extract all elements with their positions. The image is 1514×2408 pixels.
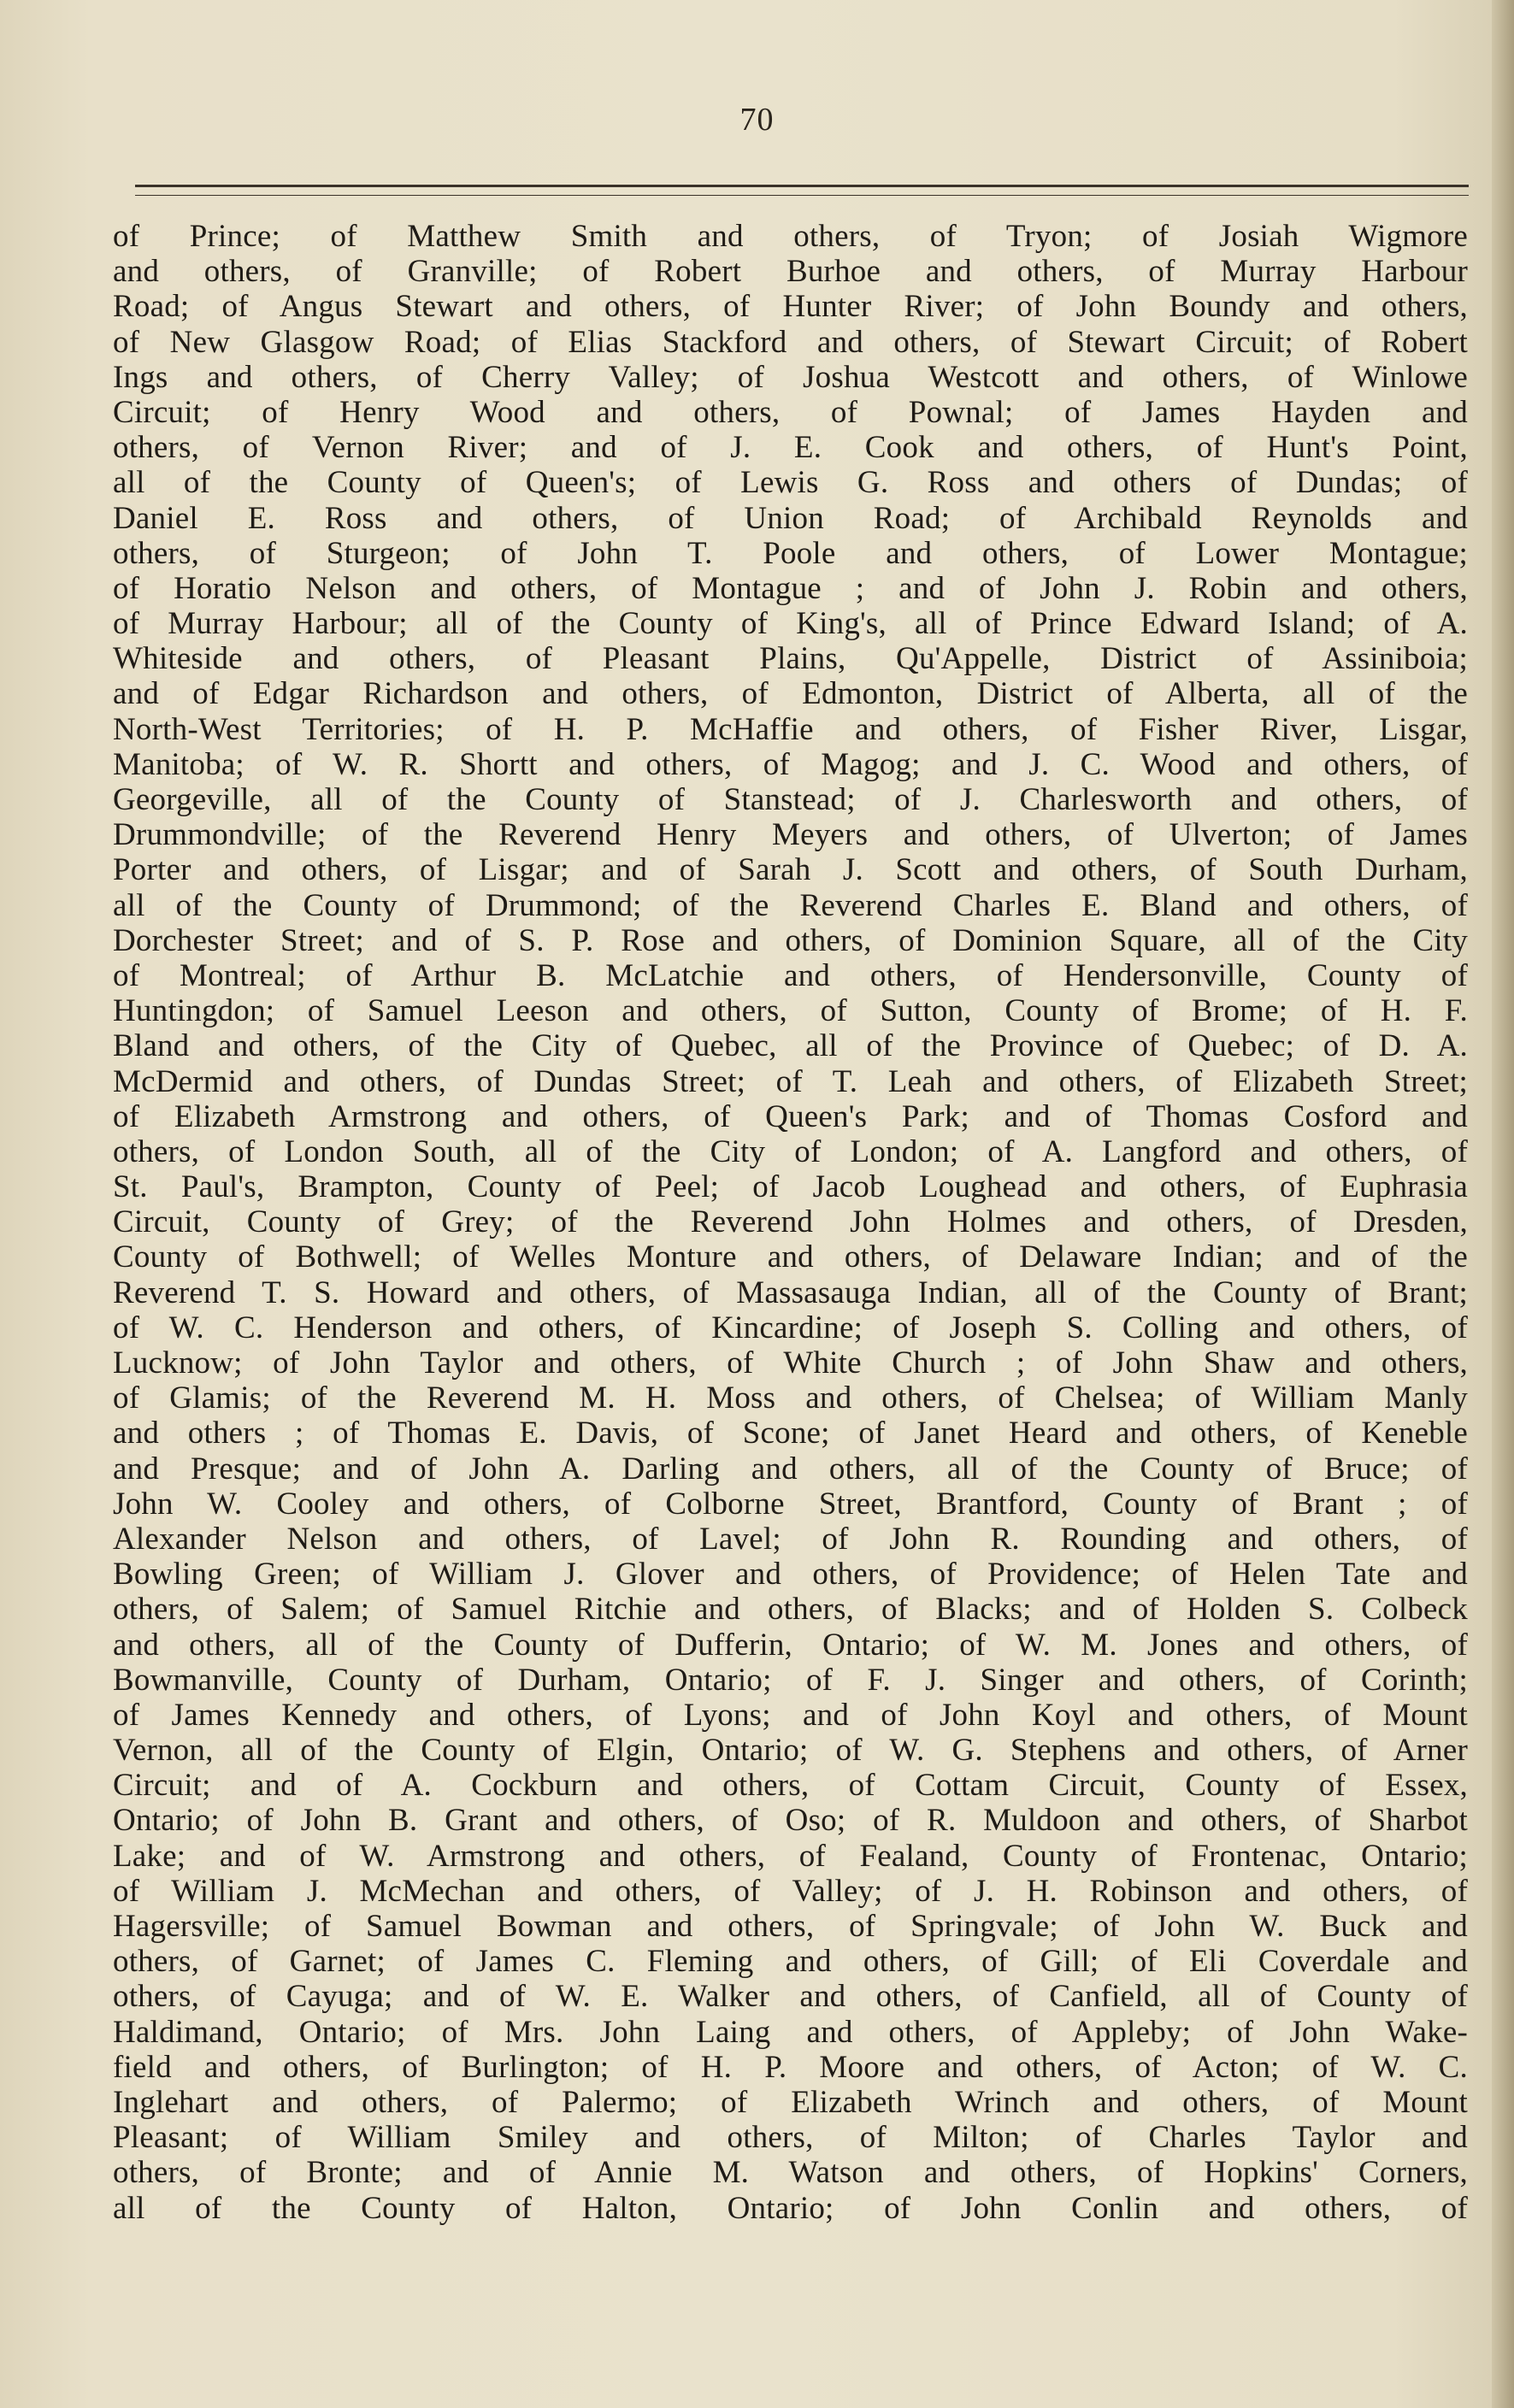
- page-number: 70: [739, 102, 775, 138]
- text-line: of Murray Harbour; all of the County of King's, all of Prince Edward Island; of A.: [113, 606, 1468, 642]
- text-line: of W. C. Henderson and others, of Kincardine; of Joseph S. Colling and others, of: [113, 1310, 1468, 1345]
- text-line: Pleasant; of William Smiley and others, of Milton; of Charles Taylor and: [113, 2120, 1468, 2156]
- header-rule-thick: [135, 185, 1469, 187]
- text-line: and Presque; and of John A. Darling and others, all of the County of Bruce; of: [113, 1451, 1468, 1487]
- text-line: Circuit; of Henry Wood and others, of Pownal; of James Hayden and: [113, 394, 1468, 430]
- text-line: Circuit; and of A. Cockburn and others, of Cottam Circuit, County of Essex,: [113, 1768, 1468, 1804]
- text-line: John W. Cooley and others, of Colborne Street, Brantford, County of Brant ; of: [113, 1486, 1468, 1522]
- text-line: and others, all of the County of Dufferin, Ontario; of W. M. Jones and others, of: [113, 1627, 1468, 1663]
- text-line: Haldimand, Ontario; of Mrs. John Laing and others, of Appleby; of John Wake-: [113, 2014, 1468, 2050]
- text-line: Hagersville; of Samuel Bowman and others, of Springvale; of John W. Buck and: [113, 1909, 1468, 1944]
- text-line: and of Edgar Richardson and others, of Edmonton, District of Alberta, all of the: [113, 676, 1468, 712]
- text-line: Lake; and of W. Armstrong and others, of Fealand, County of Frontenac, Ontario;: [113, 1838, 1468, 1874]
- text-line: others, of Garnet; of James C. Fleming and others, of Gill; of Eli Coverdale and: [113, 1944, 1468, 1980]
- body-text: [113, 219, 1468, 2226]
- text-line: all of the County of Drummond; of the Reverend Charles E. Bland and others, of: [113, 887, 1468, 923]
- text-line: Lucknow; of John Taylor and others, of White Church ; of John Shaw and others,: [113, 1345, 1468, 1381]
- text-line: Whiteside and others, of Pleasant Plains, Qu'Appelle, District of Assiniboia;: [113, 641, 1468, 677]
- text-line: and others ; of Thomas E. Davis, of Scone; of Janet Heard and others, of Keneble: [113, 1416, 1468, 1451]
- text-line: others, of Bronte; and of Annie M. Watson and others, of Hopkins' Corners,: [113, 2155, 1468, 2191]
- text-line: Alexander Nelson and others, of Lavel; of John R. Rounding and others, of: [113, 1521, 1468, 1557]
- text-line: Inglehart and others, of Palermo; of Elizabeth Wrinch and others, of Mount: [113, 2084, 1468, 2120]
- text-line: others, of London South, all of the City of London; of A. Langford and others, of: [113, 1133, 1468, 1169]
- text-line: of James Kennedy and others, of Lyons; and of John Koyl and others, of Mount: [113, 1697, 1468, 1733]
- text-line: Vernon, all of the County of Elgin, Ontario; of W. G. Stephens and others, of Arner: [113, 1733, 1468, 1769]
- text-line: others, of Sturgeon; of John T. Poole and others, of Lower Montague;: [113, 535, 1468, 571]
- text-line: North-West Territories; of H. P. McHaffie and others, of Fisher River, Lisgar,: [113, 711, 1468, 747]
- text-line: Bland and others, of the City of Quebec, all of the Province of Quebec; of D. A.: [113, 1028, 1468, 1064]
- text-line: field and others, of Burlington; of H. P. Moore and others, of Acton; of W. C.: [113, 2049, 1468, 2085]
- text-line: of New Glasgow Road; of Elias Stackford and others, of Stewart Circuit; of Robert: [113, 324, 1468, 360]
- text-line: Drummondville; of the Reverend Henry Meyers and others, of Ulverton; of James: [113, 817, 1468, 853]
- text-line: others, of Vernon River; and of J. E. Cook and others, of Hunt's Point,: [113, 430, 1468, 466]
- text-line: Ontario; of John B. Grant and others, of Oso; of R. Muldoon and others, of Sharbot: [113, 1803, 1468, 1839]
- text-line: of Elizabeth Armstrong and others, of Queen's Park; and of Thomas Cosford and: [113, 1098, 1468, 1134]
- text-line: of Montreal; of Arthur B. McLatchie and others, of Hendersonville, County of: [113, 957, 1468, 993]
- text-line: McDermid and others, of Dundas Street; of T. Leah and others, of Elizabeth Street;: [113, 1063, 1468, 1099]
- text-line: others, of Cayuga; and of W. E. Walker and others, of Canfield, all of County of: [113, 1979, 1468, 2015]
- text-line: Dorchester Street; and of S. P. Rose and others, of Dominion Square, all of the City: [113, 922, 1468, 958]
- text-line: of Horatio Nelson and others, of Montague ; and of John J. Robin and others,: [113, 570, 1468, 606]
- text-line: Bowling Green; of William J. Glover and others, of Providence; of Helen Tate and: [113, 1557, 1468, 1593]
- text-line: Bowmanville, County of Durham, Ontario; of F. J. Singer and others, of Corinth;: [113, 1662, 1468, 1698]
- text-line: Georgeville, all of the County of Stanstead; of J. Charlesworth and others, of: [113, 782, 1468, 817]
- text-line: Daniel E. Ross and others, of Union Road; of Archibald Reynolds and: [113, 500, 1468, 536]
- text-line: of Prince; of Matthew Smith and others, of Tryon; of Josiah Wigmore: [113, 219, 1468, 254]
- text-line: of Glamis; of the Reverend M. H. Moss and others, of Chelsea; of William Manly: [113, 1381, 1468, 1416]
- page-edge-shadow: [1492, 0, 1514, 2408]
- text-line: Ings and others, of Cherry Valley; of Joshua Westcott and others, of Winlowe: [113, 359, 1468, 395]
- text-line: all of the County of Queen's; of Lewis G. Ross and others of Dundas; of: [113, 465, 1468, 501]
- header-rule-thin: [135, 195, 1469, 196]
- text-line: Circuit, County of Grey; of the Reverend John Holmes and others, of Dresden,: [113, 1204, 1468, 1240]
- text-line: of William J. McMechan and others, of Valley; of J. H. Robinson and others, of: [113, 1873, 1468, 1909]
- text-line: others, of Salem; of Samuel Ritchie and others, of Blacks; and of Holden S. Colbeck: [113, 1592, 1468, 1628]
- text-line: St. Paul's, Brampton, County of Peel; of Jacob Loughead and others, of Euphrasia: [113, 1169, 1468, 1205]
- text-line: all of the County of Halton, Ontario; of John Conlin and others, of: [113, 2190, 1468, 2226]
- text-line: Road; of Angus Stewart and others, of Hunter River; of John Boundy and others,: [113, 289, 1468, 325]
- text-line: County of Bothwell; of Welles Monture and others, of Delaware Indian; and of the: [113, 1239, 1468, 1275]
- text-line: and others, of Granville; of Robert Burhoe and others, of Murray Harbour: [113, 254, 1468, 290]
- text-line: Porter and others, of Lisgar; and of Sarah J. Scott and others, of South Durham,: [113, 852, 1468, 888]
- text-line: Manitoba; of W. R. Shortt and others, of Magog; and J. C. Wood and others, of: [113, 746, 1468, 782]
- text-line: Huntingdon; of Samuel Leeson and others, of Sutton, County of Brome; of H. F.: [113, 993, 1468, 1029]
- text-line: Reverend T. S. Howard and others, of Massasauga Indian, all of the County of Brant;: [113, 1275, 1468, 1310]
